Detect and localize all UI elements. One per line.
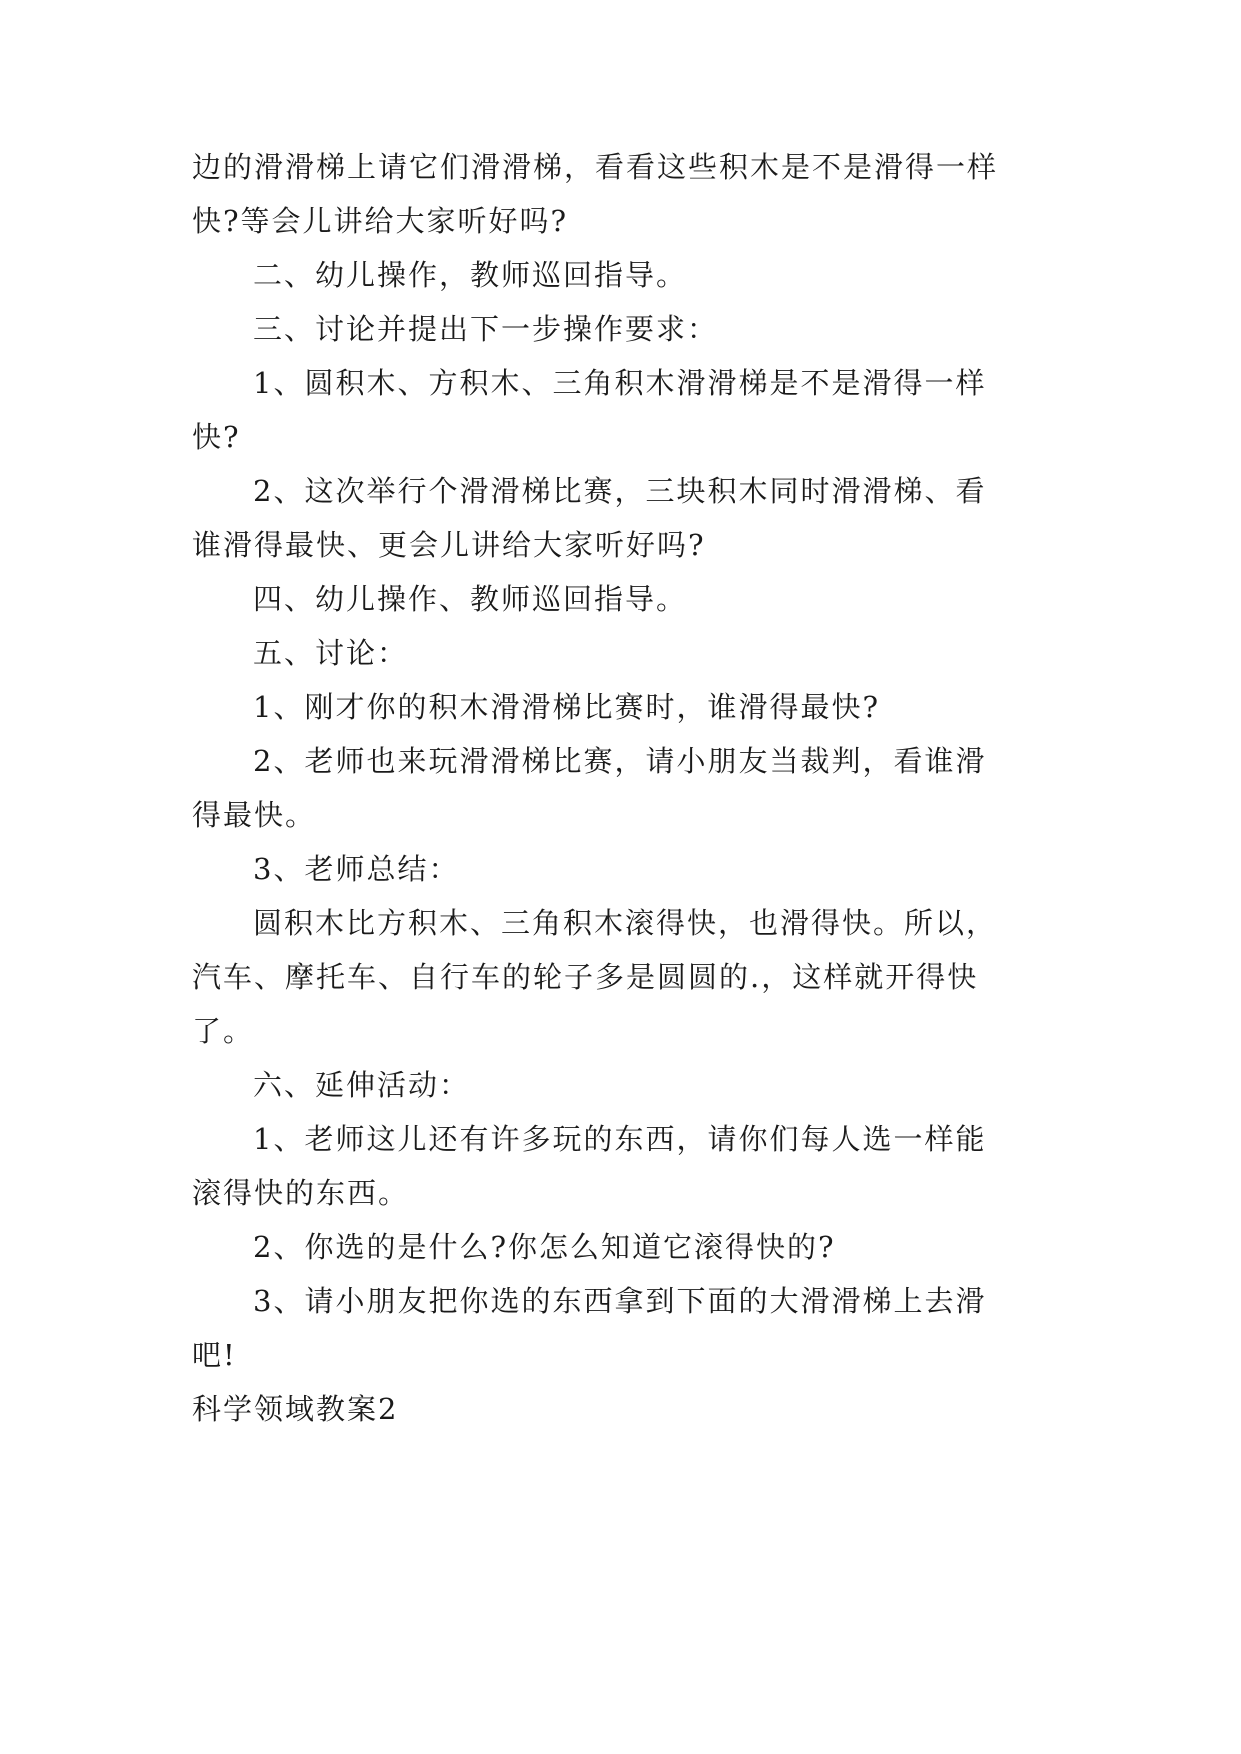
paragraph-line: 三、讨论并提出下一步操作要求： [253, 312, 719, 346]
paragraph-line: 3、请小朋友把你选的东西拿到下面的大滑滑梯上去滑 [253, 1284, 987, 1318]
paragraph-line: 1、刚才你的积木滑滑梯比赛时，谁滑得最快? [253, 690, 880, 724]
paragraph-line: 汽车、摩托车、自行车的轮子多是圆圆的.，这样就开得快 [192, 960, 979, 994]
paragraph-line: 1、圆积木、方积木、三角积木滑滑梯是不是滑得一样 [253, 366, 987, 400]
paragraph-line: 得最快。 [192, 798, 317, 832]
paragraph-line: 滚得快的东西。 [192, 1176, 410, 1210]
paragraph-line: 快?等会儿讲给大家听好吗? [192, 204, 569, 238]
paragraph-line: 二、幼儿操作，教师巡回指导。 [253, 258, 688, 292]
paragraph-line: 2、这次举行个滑滑梯比赛，三块积木同时滑滑梯、看 [253, 474, 987, 508]
paragraph-line: 圆积木比方积木、三角积木滚得快，也滑得快。所以， [253, 906, 998, 940]
paragraph-line: 六、延伸活动： [253, 1068, 471, 1102]
section-heading: 科学领域教案2 [192, 1392, 399, 1426]
paragraph-line: 快? [192, 420, 241, 454]
paragraph-line: 2、老师也来玩滑滑梯比赛，请小朋友当裁判，看谁滑 [253, 744, 987, 778]
paragraph-line: 吧! [192, 1338, 237, 1372]
paragraph-line: 谁滑得最快、更会儿讲给大家听好吗? [192, 528, 706, 562]
paragraph-line: 边的滑滑梯上请它们滑滑梯，看看这些积木是不是滑得一样 [192, 150, 999, 184]
paragraph-line: 1、老师这儿还有许多玩的东西，请你们每人选一样能 [253, 1122, 987, 1156]
paragraph-line: 2、你选的是什么?你怎么知道它滚得快的? [253, 1230, 836, 1264]
paragraph-line: 3、老师总结： [253, 852, 460, 886]
paragraph-line: 五、讨论： [253, 636, 409, 670]
paragraph-line: 了。 [192, 1014, 255, 1048]
paragraph-line: 四、幼儿操作、教师巡回指导。 [253, 582, 688, 616]
